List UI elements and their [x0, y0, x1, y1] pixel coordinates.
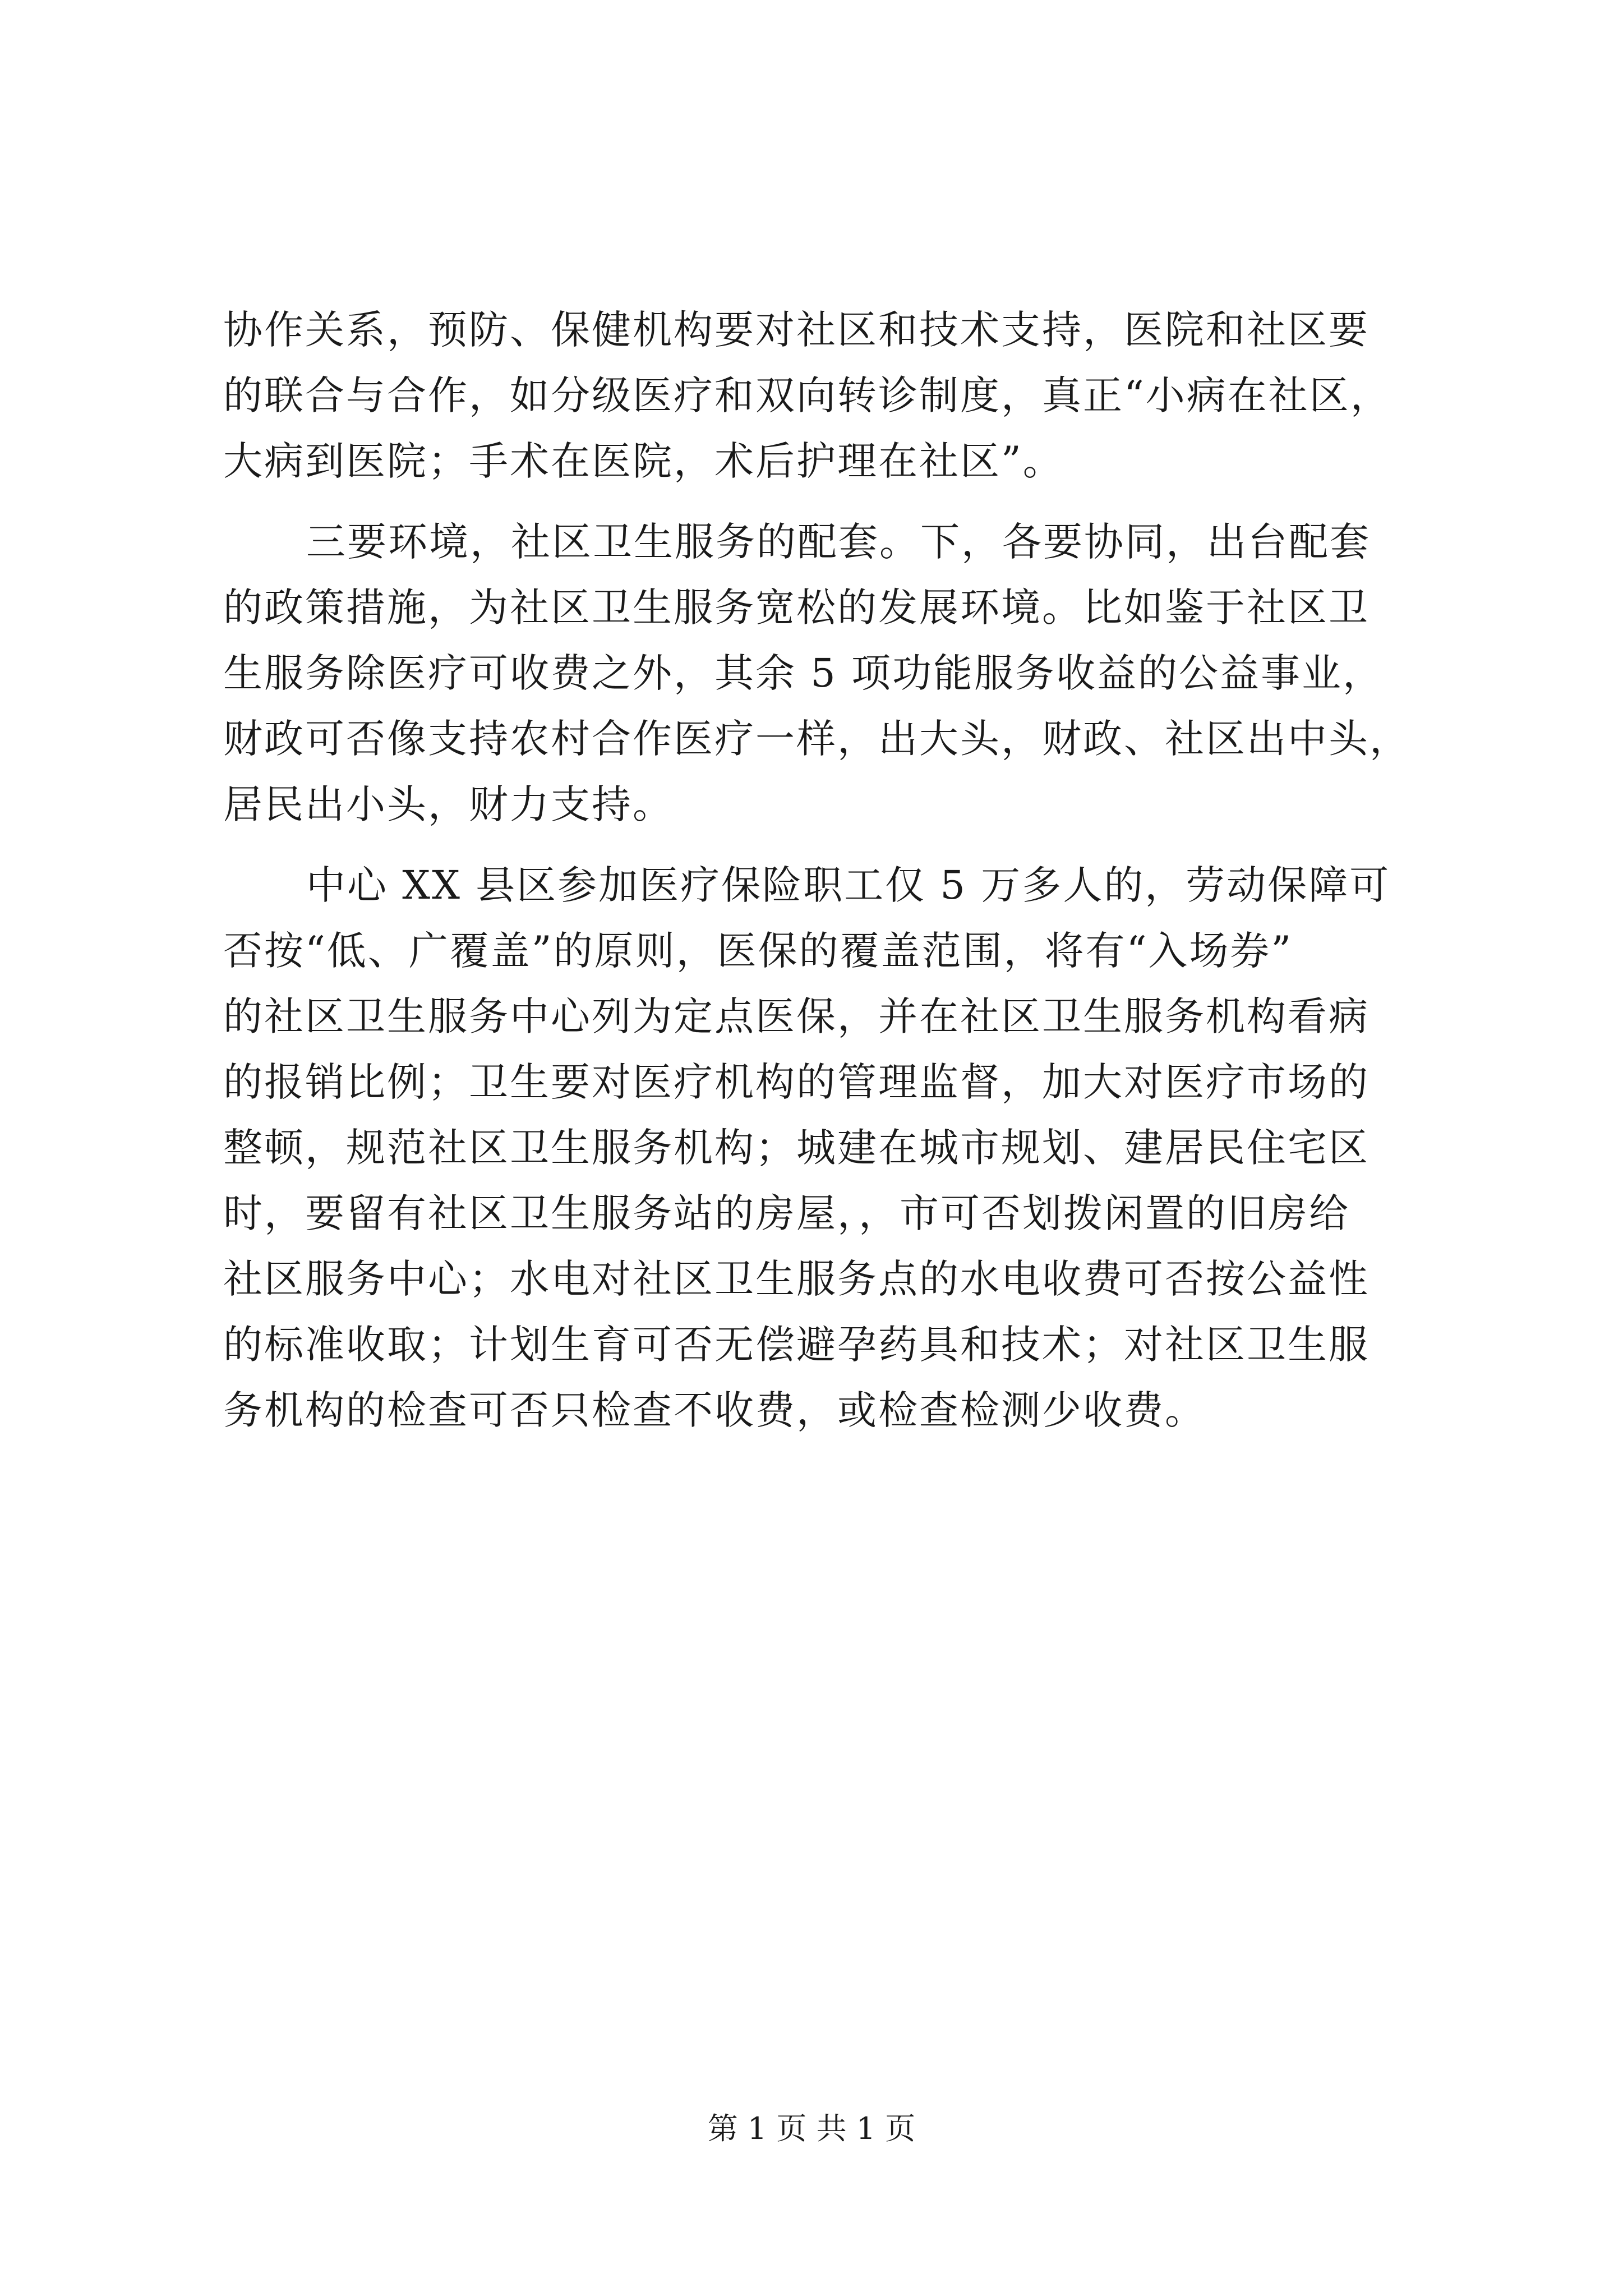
- text-line: 整顿，规范社区卫生服务机构；城建在城市规划、建居民住宅区: [223, 1125, 1370, 1171]
- text-line: 否按“低、广覆盖”的原则，医保的覆盖范围，将有“入场券”: [223, 928, 1293, 974]
- text-line: 的政策措施，为社区卫生服务宽松的发展环境。比如鉴于社区卫: [223, 585, 1370, 631]
- text-line: 大病到医院；手术在医院，术后护理在社区”。: [223, 438, 1064, 484]
- text-line: 居民出小头，财力支持。: [223, 781, 674, 827]
- text-line: 生服务除医疗可收费之外，其余 5 项功能服务收益的公益事业，: [223, 650, 1384, 696]
- paragraph-2: [223, 509, 1412, 838]
- text-line: 财政可否像支持农村合作医疗一样，出大头，财政、社区出中头，: [223, 716, 1410, 762]
- page-number-label: 第 1 页 共 1 页: [707, 2111, 916, 2146]
- text-line: 的联合与合作，如分级医疗和双向转诊制度，真正“小病在社区，: [223, 372, 1391, 418]
- page-footer: [0, 2109, 1623, 2148]
- text-line: 中心 XX 县区参加医疗保险职工仅 5 万多人的，劳动保障可: [306, 862, 1391, 908]
- text-line: 协作关系，预防、保健机构要对社区和技术支持，医院和社区要: [223, 307, 1370, 353]
- text-line: 的社区卫生服务中心列为定点医保，并在社区卫生服务机构看病: [223, 993, 1370, 1039]
- text-line: 的报销比例；卫生要对医疗机构的管理监督，加大对医疗市场的: [223, 1059, 1370, 1105]
- text-line: 务机构的检查可否只检查不收费，或检查检测少收费。: [223, 1387, 1206, 1433]
- paragraph-3: [223, 853, 1412, 1443]
- text-line: 时，要留有社区卫生服务站的房屋，，市可否划拨闲置的旧房给: [223, 1190, 1350, 1236]
- text-line: 三要环境，社区卫生服务的配套。下，各要协同，出台配套: [306, 519, 1371, 565]
- paragraph-1: [223, 297, 1412, 494]
- document-body: [223, 297, 1412, 1458]
- text-line: 的标准收取；计划生育可否无偿避孕药具和技术；对社区卫生服: [223, 1322, 1370, 1368]
- text-line: 社区服务中心；水电对社区卫生服务点的水电收费可否按公益性: [223, 1256, 1370, 1302]
